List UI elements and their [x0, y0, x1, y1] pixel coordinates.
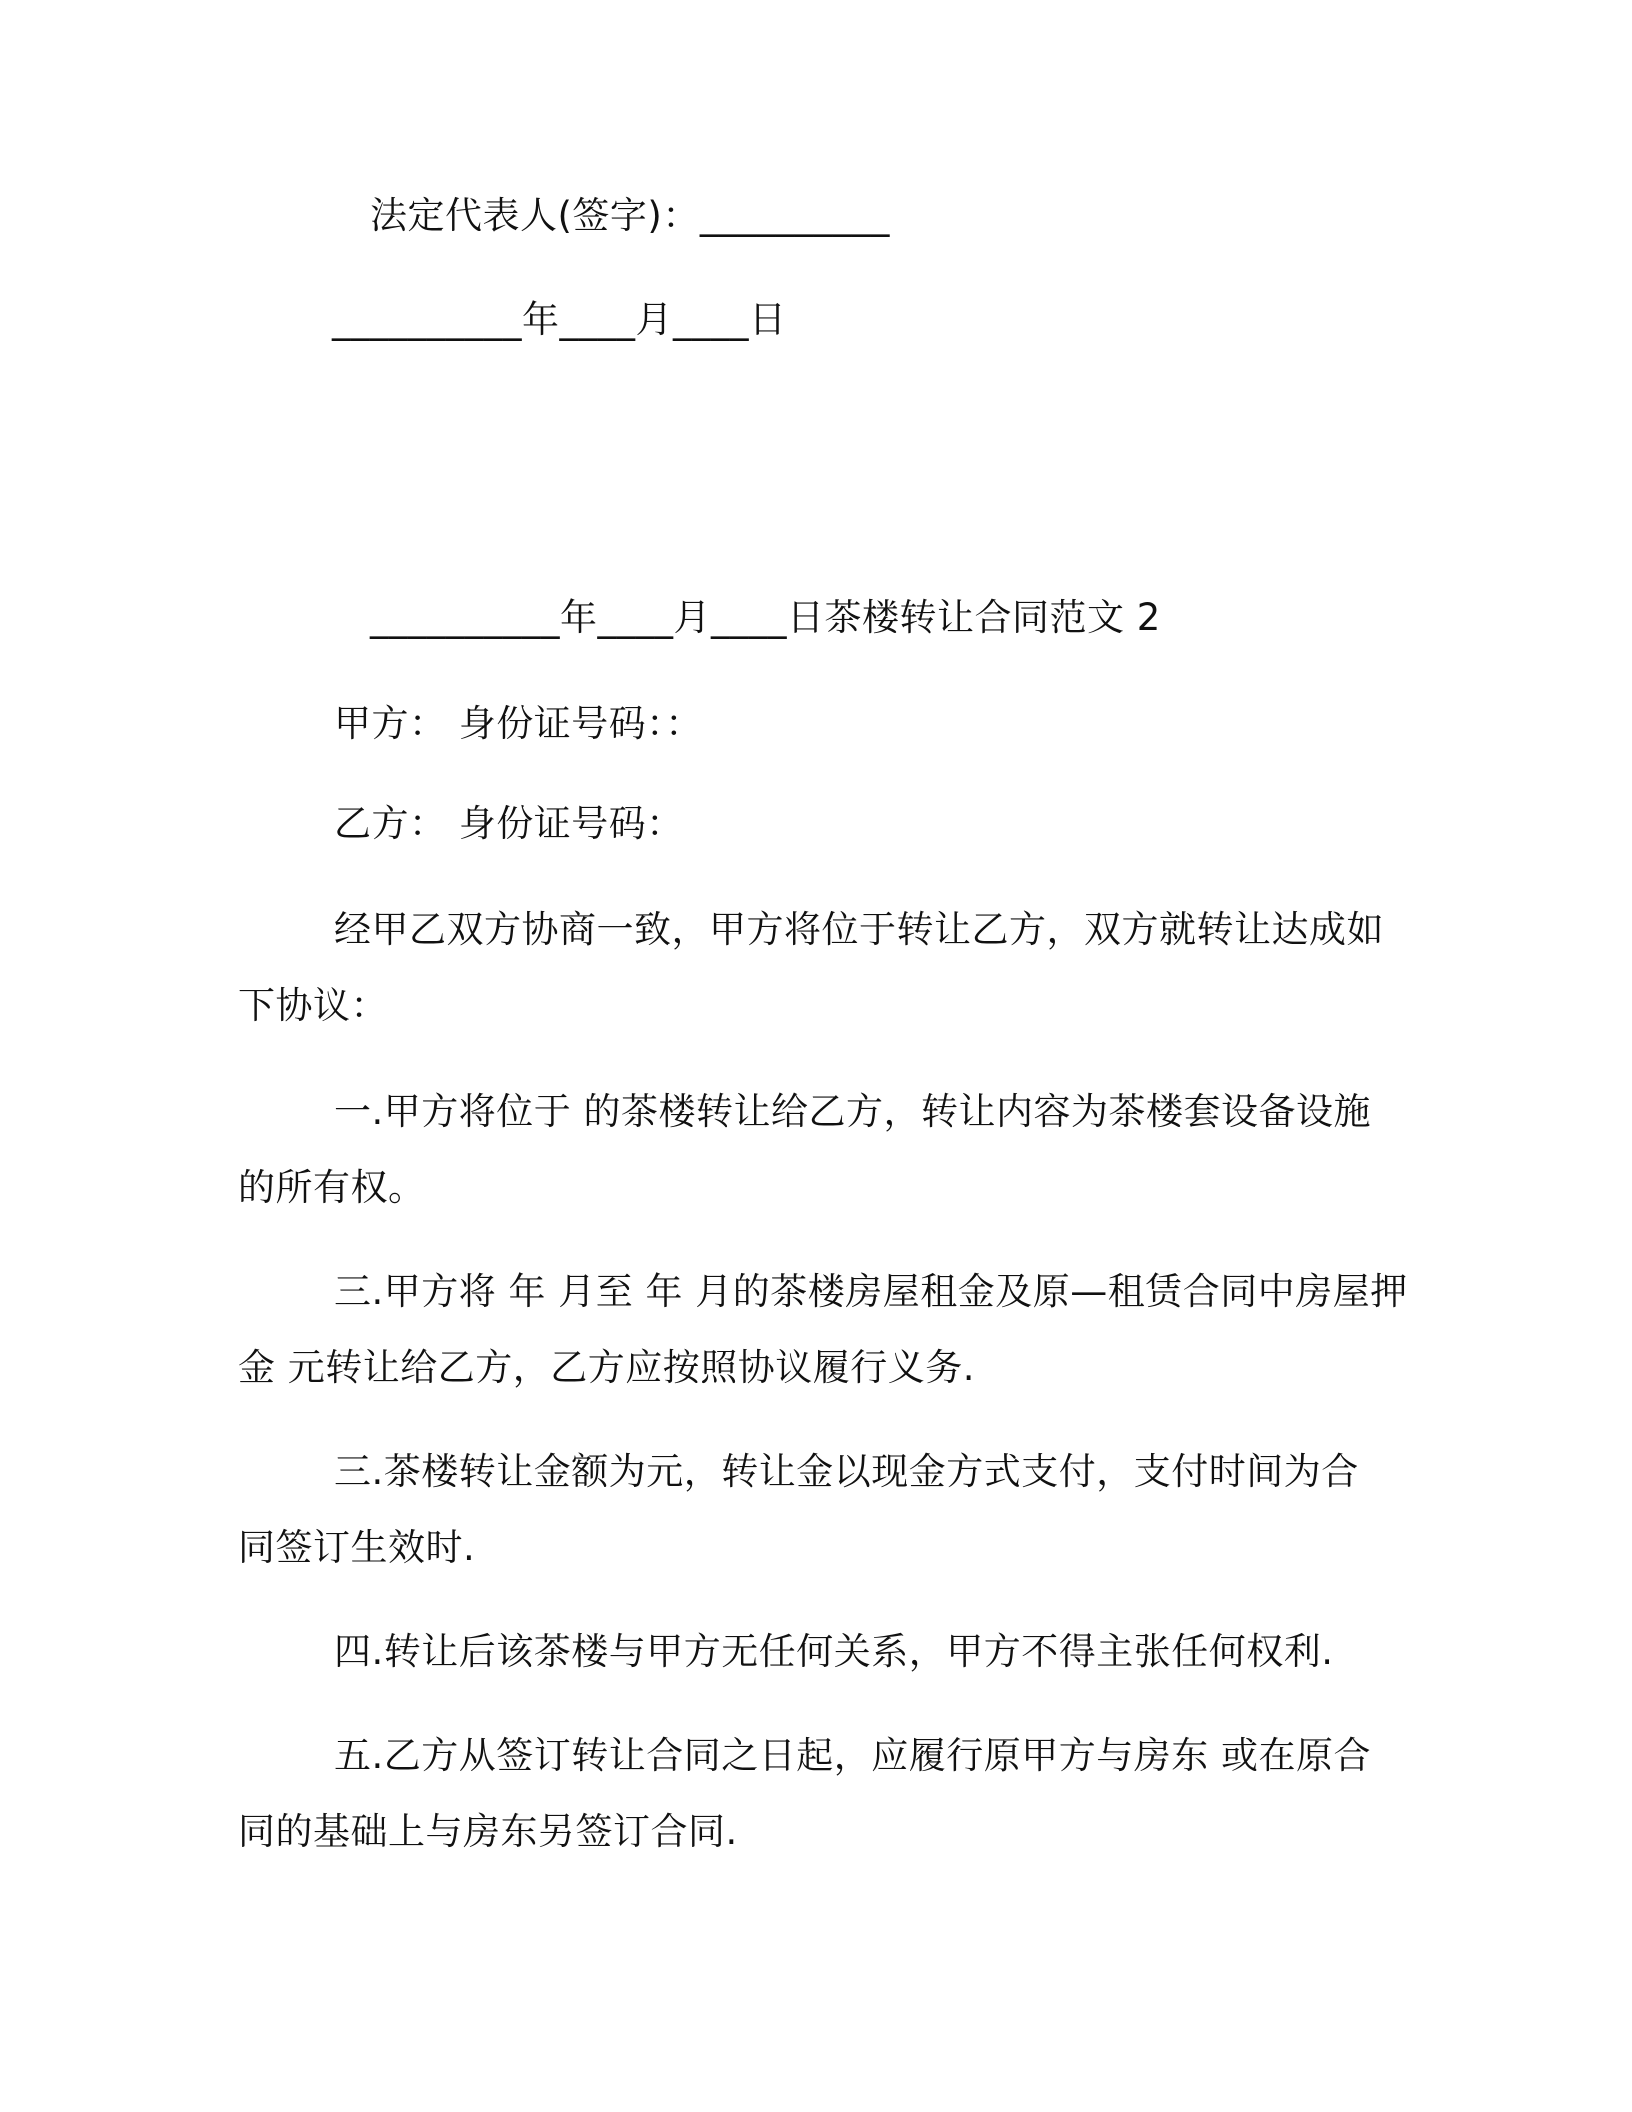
clause-1-line-2: 的所有权。 [238, 1166, 426, 1209]
clause-5-line-1: 五.乙方从签订转让合同之日起，应履行原甲方与房东 或在原合 [334, 1734, 1372, 1777]
party-a-line: 甲方： 身份证号码：： [334, 702, 703, 745]
signature-line: 法定代表人(签字)：__________ [370, 194, 890, 237]
clause-2-line-2: 金 元转让给乙方，乙方应按照协议履行义务. [238, 1346, 976, 1389]
intro-paragraph-line-2: 下协议： [238, 984, 388, 1027]
intro-paragraph-line-1: 经甲乙双方协商一致，甲方将位于转让乙方，双方就转让达成如 [334, 908, 1384, 951]
clause-3-line-2: 同签订生效时. [238, 1526, 476, 1569]
clause-1-line-1: 一.甲方将位于 的茶楼转让给乙方，转让内容为茶楼套设备设施 [334, 1090, 1372, 1133]
document-title: __________年____月____日茶楼转让合同范文 2 [370, 596, 1161, 639]
clause-5-line-2: 同的基础上与房东另签订合同. [238, 1810, 738, 1853]
clause-2-line-1: 三.甲方将 年 月至 年 月的茶楼房屋租金及原—租赁合同中房屋押 [334, 1270, 1408, 1313]
clause-3-line-1: 三.茶楼转让金额为元，转让金以现金方式支付，支付时间为合 [334, 1450, 1359, 1493]
party-b-line: 乙方： 身份证号码： [334, 802, 684, 845]
date-line: __________年____月____日 [332, 298, 787, 341]
clause-4: 四.转让后该茶楼与甲方无任何关系，甲方不得主张任何权利. [334, 1630, 1334, 1673]
